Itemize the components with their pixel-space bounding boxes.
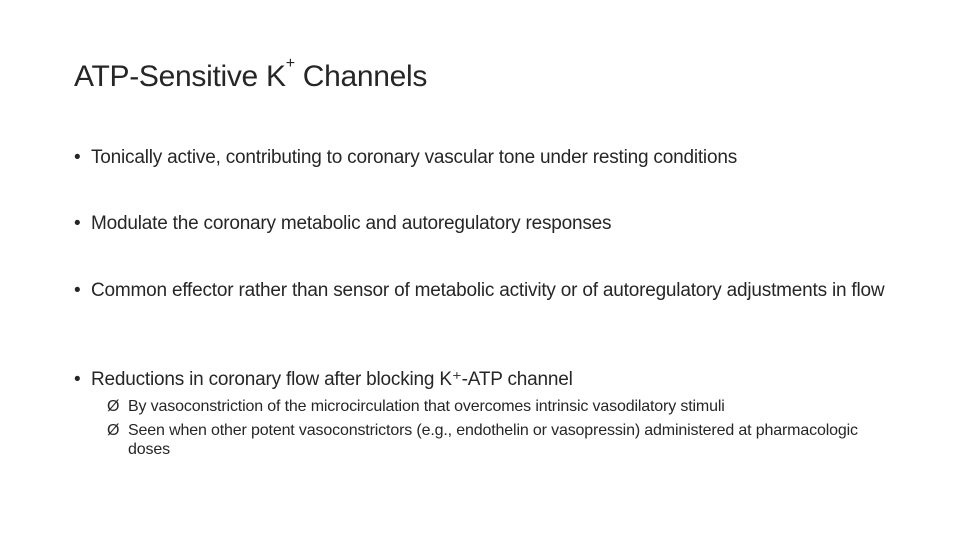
sub-bullet-marker: Ø bbox=[107, 398, 120, 415]
sub-bullet-item bbox=[107, 397, 867, 416]
sub-bullet-text: Seen when other potent vasoconstrictors (e.g., endothelin or vasopressin) administered at pharmacologic doses bbox=[128, 422, 858, 458]
bullet-item bbox=[74, 146, 894, 169]
sub-bullet-item bbox=[107, 421, 867, 459]
bullet-text: Common effector rather than sensor of metabolic activity or of autoregulatory adjustments in flow bbox=[91, 280, 885, 301]
bullet-item bbox=[74, 212, 894, 235]
bullet-marker: • bbox=[74, 213, 81, 234]
bullet-item bbox=[74, 279, 894, 302]
bullet-text: Modulate the coronary metabolic and autoregulatory responses bbox=[91, 213, 612, 234]
sub-bullet-text: By vasoconstriction of the microcirculation that overcomes intrinsic vasodilatory stimuli bbox=[128, 398, 725, 415]
bullet-text: Tonically active, contributing to coronary vascular tone under resting conditions bbox=[91, 147, 737, 168]
slide-title bbox=[74, 55, 428, 94]
bullet-text: Reductions in coronary flow after blocking K⁺-ATP channel bbox=[91, 369, 573, 390]
title-tail: Channels bbox=[294, 60, 428, 93]
bullet-item bbox=[74, 368, 894, 391]
sub-bullet-marker: Ø bbox=[107, 422, 120, 439]
title-superscript: + bbox=[285, 55, 295, 72]
bullet-marker: • bbox=[74, 369, 81, 390]
bullet-marker: • bbox=[74, 147, 81, 168]
bullet-marker: • bbox=[74, 280, 81, 301]
title-main: ATP-Sensitive K bbox=[74, 60, 286, 93]
